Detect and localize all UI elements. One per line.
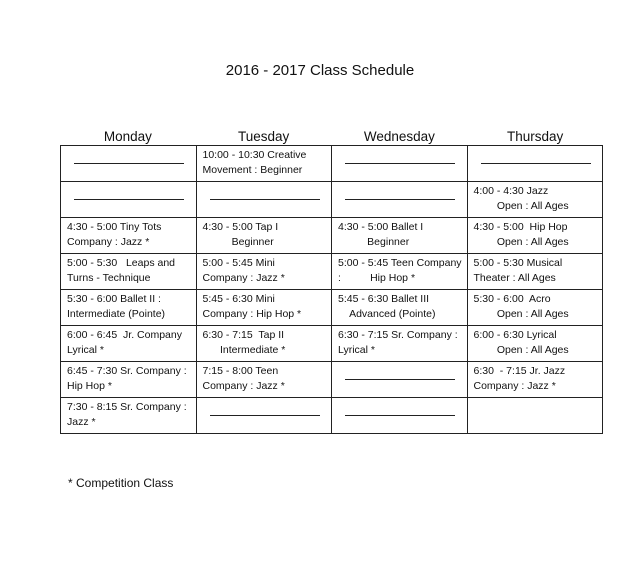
class-cell-wednesday: 5:45 - 6:30 Ballet III Advanced (Pointe) bbox=[332, 290, 468, 326]
blank-line bbox=[481, 163, 591, 164]
class-cell-wednesday bbox=[332, 182, 468, 218]
class-cell-thursday: 4:30 - 5:00 Hip Hop Open : All Ages bbox=[467, 218, 603, 254]
schedule-row bbox=[61, 398, 603, 434]
blank-line bbox=[210, 415, 320, 416]
class-cell-wednesday bbox=[332, 146, 468, 182]
class-cell-wednesday bbox=[332, 398, 468, 434]
class-cell-monday: 6:00 - 6:45 Jr. Company Lyrical * bbox=[61, 326, 197, 362]
class-cell-tuesday: 5:45 - 6:30 Mini Company : Hip Hop * bbox=[196, 290, 332, 326]
class-cell-monday: 4:30 - 5:00 Tiny Tots Company : Jazz * bbox=[61, 218, 197, 254]
class-cell-thursday bbox=[467, 146, 603, 182]
class-cell-thursday: 5:30 - 6:00 Acro Open : All Ages bbox=[467, 290, 603, 326]
day-header-wednesday: Wednesday bbox=[363, 129, 435, 144]
schedule-row bbox=[61, 254, 603, 290]
blank-line bbox=[345, 199, 455, 200]
class-cell-monday: 5:00 - 5:30 Leaps and Turns - Technique bbox=[61, 254, 197, 290]
blank-line bbox=[210, 199, 320, 200]
class-cell-tuesday bbox=[196, 398, 332, 434]
blank-line bbox=[74, 163, 184, 164]
day-header-monday: Monday bbox=[103, 129, 152, 144]
class-cell-tuesday: 4:30 - 5:00 Tap I Beginner bbox=[196, 218, 332, 254]
class-cell-wednesday: 6:30 - 7:15 Sr. Company : Lyrical * bbox=[332, 326, 468, 362]
class-cell-monday: 5:30 - 6:00 Ballet II : Intermediate (Pointe) bbox=[61, 290, 197, 326]
class-cell-thursday: 5:00 - 5:30 Musical Theater : All Ages bbox=[467, 254, 603, 290]
schedule-row bbox=[61, 146, 603, 182]
class-cell-thursday bbox=[467, 398, 603, 434]
class-cell-tuesday: 7:15 - 8:00 Teen Company : Jazz * bbox=[196, 362, 332, 398]
schedule-body bbox=[61, 146, 603, 434]
class-cell-wednesday: 5:00 - 5:45 Teen Company : Hip Hop * bbox=[332, 254, 468, 290]
schedule-row bbox=[61, 326, 603, 362]
day-headers bbox=[60, 129, 603, 144]
class-cell-wednesday bbox=[332, 362, 468, 398]
class-cell-tuesday: 10:00 - 10:30 Creative Movement : Beginner bbox=[196, 146, 332, 182]
class-cell-tuesday: 5:00 - 5:45 Mini Company : Jazz * bbox=[196, 254, 332, 290]
footnote: * Competition Class bbox=[68, 476, 174, 490]
class-cell-monday: 6:45 - 7:30 Sr. Company : Hip Hop * bbox=[61, 362, 197, 398]
blank-line bbox=[74, 199, 184, 200]
class-cell-monday bbox=[61, 146, 197, 182]
schedule-table bbox=[60, 145, 603, 434]
schedule-row bbox=[61, 362, 603, 398]
day-header-tuesday: Tuesday bbox=[237, 129, 290, 144]
blank-line bbox=[345, 379, 455, 380]
class-cell-thursday: 6:00 - 6:30 Lyrical Open : All Ages bbox=[467, 326, 603, 362]
schedule-row bbox=[61, 182, 603, 218]
blank-line bbox=[345, 415, 455, 416]
class-cell-tuesday bbox=[196, 182, 332, 218]
blank-line bbox=[345, 163, 455, 164]
schedule-row bbox=[61, 290, 603, 326]
class-cell-thursday: 4:00 - 4:30 Jazz Open : All Ages bbox=[467, 182, 603, 218]
class-cell-monday: 7:30 - 8:15 Sr. Company : Jazz * bbox=[61, 398, 197, 434]
page-title: 2016 - 2017 Class Schedule bbox=[225, 62, 415, 79]
class-cell-monday bbox=[61, 182, 197, 218]
class-cell-wednesday: 4:30 - 5:00 Ballet I Beginner bbox=[332, 218, 468, 254]
schedule-row bbox=[61, 218, 603, 254]
day-header-thursday: Thursday bbox=[506, 129, 564, 144]
class-cell-thursday: 6:30 - 7:15 Jr. Jazz Company : Jazz * bbox=[467, 362, 603, 398]
class-cell-tuesday: 6:30 - 7:15 Tap II Intermediate * bbox=[196, 326, 332, 362]
